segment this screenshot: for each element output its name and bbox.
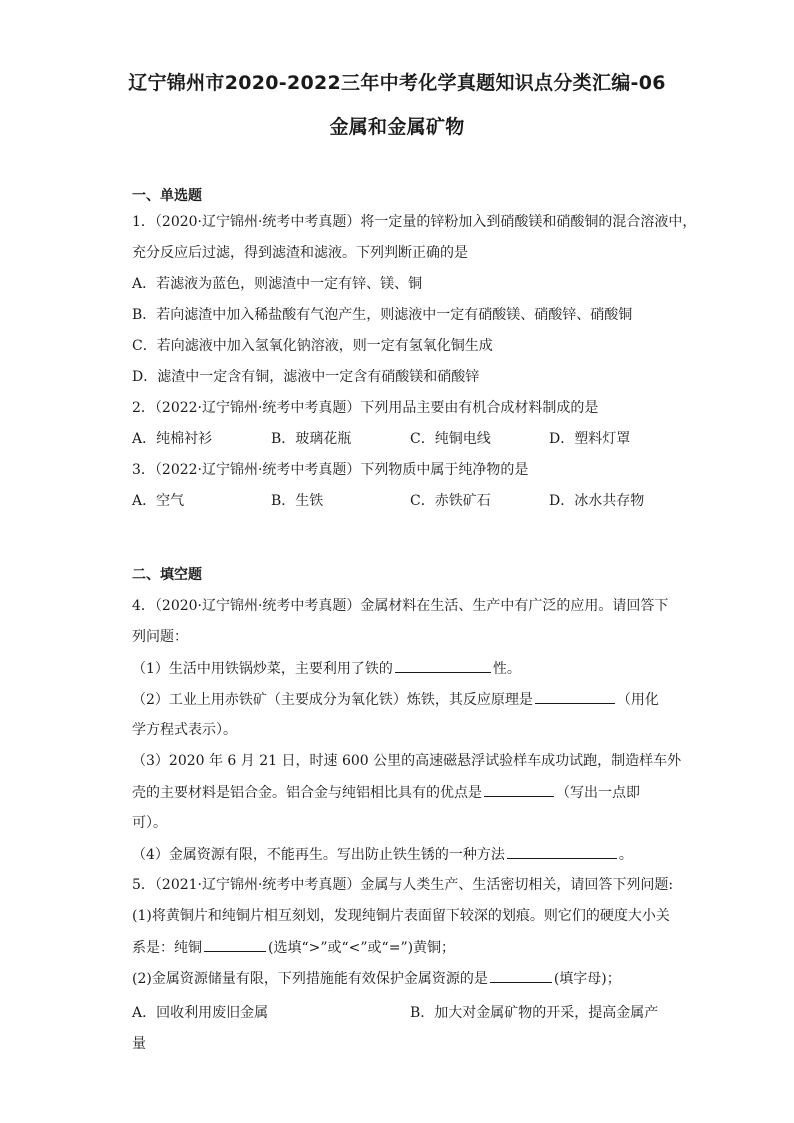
q4-part1	[132, 658, 672, 679]
q4-part3	[132, 782, 672, 803]
q1-option-d: D．滤渣中一定含有铜，滤液中一定含有硝酸镁和硝酸锌	[132, 369, 480, 385]
q3-stem: 3．（2022·辽宁锦州·统考中考真题）下列物质中属于纯净物的是	[132, 462, 529, 478]
q4-part3-answer-blank[interactable]	[484, 782, 554, 797]
q4-part3-suffix: （写出一点即	[556, 785, 640, 801]
q5-option-b-line2: 量	[132, 1036, 146, 1052]
q5-part2-suffix: (填字母)；	[553, 971, 621, 987]
q4-part2-answer-blank[interactable]	[535, 689, 615, 704]
q4-part4	[132, 844, 672, 865]
q5-part1-line1: (1)将黄铜片和纯铜片相互刻划，发现纯铜片表面留下较深的划痕。则它们的硬度大小关	[132, 908, 670, 924]
q4-part2-suffix: （用化	[616, 692, 659, 708]
q5-option-a: A．回收利用废旧金属	[132, 1005, 269, 1021]
q3-option-b: B．生铁	[271, 493, 324, 509]
q4-stem-line1: 4．（2020·辽宁锦州·统考中考真题）金属材料在生活、生产中有广泛的应用。请回答下	[132, 598, 669, 614]
q4-part1-suffix: 性。	[492, 661, 521, 677]
q2-option-b: B．玻璃花瓶	[271, 431, 352, 447]
q4-part3-line3: 可）。	[132, 815, 167, 831]
q4-part3-text: 壳的主要材料是铝合金。铝合金与纯铝相比具有的优点是	[132, 785, 482, 801]
q2-option-a: A．纯棉衬衫	[132, 431, 213, 447]
q3-option-c: C．赤铁矿石	[410, 493, 491, 509]
document-title-line1: 辽宁锦州市2020-2022三年中考化学真题知识点分类汇编-06	[128, 72, 666, 94]
q2-option-c: C．纯铜电线	[410, 431, 491, 447]
q4-part1-answer-blank[interactable]	[395, 658, 491, 673]
q3-option-a: A．空气	[132, 493, 185, 509]
section-heading-single-choice: 一、单选题	[132, 188, 202, 204]
q3-option-d: D．冰水共存物	[549, 493, 645, 509]
q5-part1	[132, 937, 672, 958]
q4-part4-suffix: 。	[618, 847, 633, 863]
q1-stem-line2: 充分反应后过滤，得到滤渣和滤液。下列判断正确的是	[132, 245, 468, 261]
q5-part2-answer-blank[interactable]	[490, 968, 552, 983]
q4-part2-text: （2）工业上用赤铁矿（主要成分为氧化铁）炼铁，其反应原理是	[132, 692, 533, 708]
q4-part4-answer-blank[interactable]	[507, 844, 617, 859]
q4-stem-line2: 列问题：	[132, 629, 188, 645]
q5-part2	[132, 968, 672, 989]
q5-stem: 5．（2021·辽宁锦州·统考中考真题）金属与人类生产、生活密切相关，请回答下列问题:	[132, 877, 674, 893]
q4-part2	[132, 689, 672, 710]
q5-part2-text: (2)金属资源储量有限，下列措施能有效保护金属资源的是	[132, 971, 488, 987]
q4-part2-line2: 学方程式表示）。	[132, 722, 237, 738]
section-heading-fill-in: 二、填空题	[132, 567, 202, 583]
q2-stem: 2．（2022·辽宁锦州·统考中考真题）下列用品主要由有机合成材料制成的是	[132, 400, 599, 416]
document-title-line2: 金属和金属矿物	[329, 116, 465, 138]
q5-option-b-line1: B．加大对金属矿物的开采，提高金属产	[410, 1005, 659, 1021]
q4-part1-text: （1）生活中用铁锅炒菜，主要利用了铁的	[132, 661, 393, 677]
q2-option-d: D．塑料灯罩	[549, 431, 631, 447]
q5-part1-text: 系是：纯铜	[132, 940, 202, 956]
q1-option-a: A．若滤液为蓝色，则滤渣中一定有锌、镁、铜	[132, 276, 423, 292]
q4-part4-text: （4）金属资源有限，不能再生。写出防止铁生锈的一种方法	[132, 847, 505, 863]
q1-option-c: C．若向滤液中加入氢氧化钠溶液，则一定有氢氧化铜生成	[132, 338, 493, 354]
q5-part1-answer-blank[interactable]	[204, 937, 266, 952]
q4-part3-line1: （3）2020 年 6 月 21 日，时速 600 公里的高速磁悬浮试验样车成功试跑，制造样车外	[132, 753, 682, 769]
q1-stem-line1: 1．（2020·辽宁锦州·统考中考真题）将一定量的锌粉加入到硝酸镁和硝酸铜的混合溶液中，	[132, 214, 697, 230]
q5-part1-suffix: (选填“>”或“<”或“=”)黄铜；	[268, 940, 456, 956]
q1-option-b: B．若向滤渣中加入稀盐酸有气泡产生，则滤液中一定有硝酸镁、硝酸锌、硝酸铜	[132, 307, 633, 323]
